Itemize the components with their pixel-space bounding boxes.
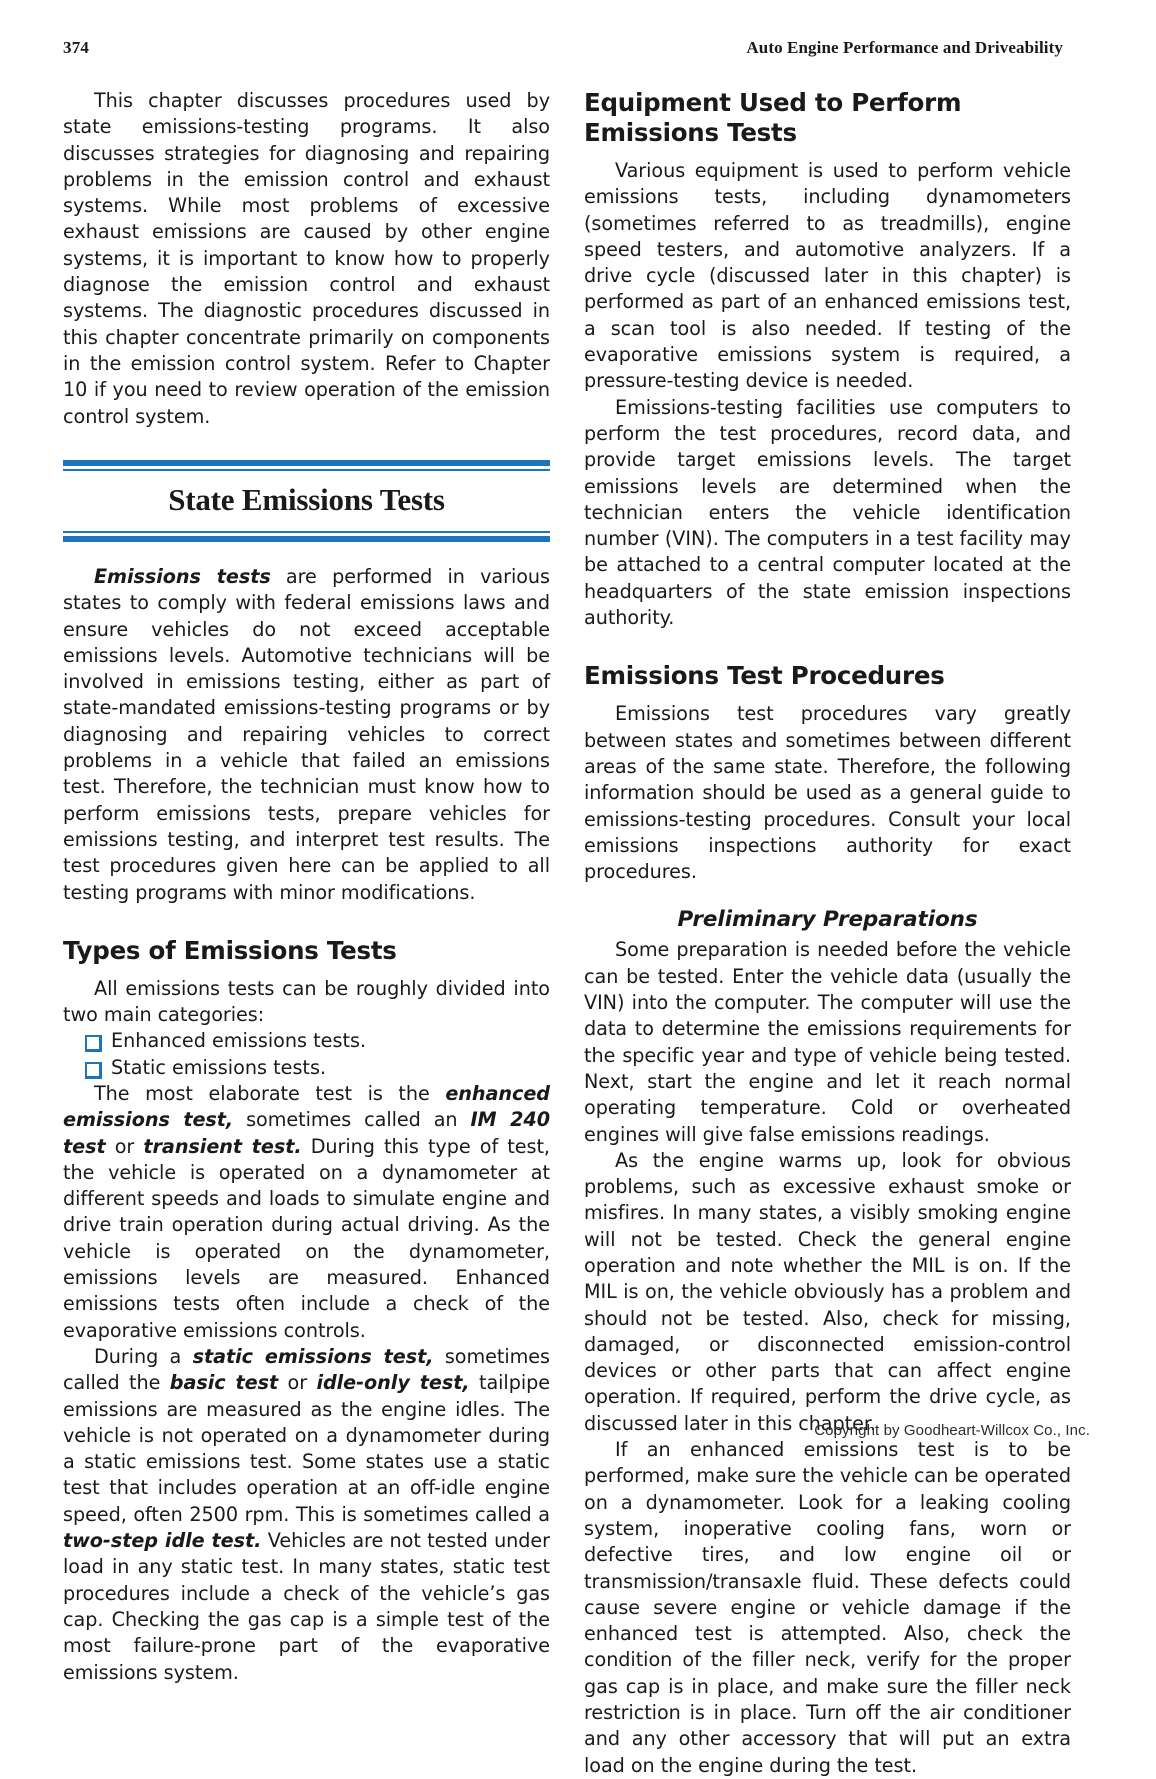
enhanced-seg-4: During this type of test, the vehicle is operated on a dynamometer at different speeds and loads to simulate engine and drive train operation during actual driving. As the vehicle is operated on the dynamometer, emissions levels are measured. Enhanced emissions tests often include a check of the evaporative emissions controls. (63, 1134, 550, 1342)
rule-above-heading (63, 460, 550, 471)
static-test-paragraph (63, 1344, 550, 1686)
term-basic-test: basic test (169, 1371, 279, 1395)
right-column (584, 88, 1071, 1779)
preliminary-paragraph-3: If an enhanced emissions test is to be performed, make sure the vehicle can be operated on a dynamometer. Look for a leaking cooling system, inoperative cooling fans, worn or defective tires, and low engine oil or transmission/transaxle fluid. These defects could cause severe engine or vehicle damage if the enhanced test is attempted. Also, check the condition of the filler neck, verify for the proper gas cap is in place, and make sure the filler neck restriction is in place. Turn off the air conditioner and any other accessory that will put an extra load on the engine during the test. (584, 1438, 1071, 1777)
procedures-paragraph: Emissions test procedures vary greatly between states and sometimes between different areas of the same state. Therefore, the following information should be used as a general guide to emissions-testing procedures. Consult your local emissions inspections authority for exact procedures. (584, 702, 1071, 884)
section-heading: State Emissions Tests (168, 481, 445, 517)
term-idle-only-test: idle-only test, (316, 1371, 470, 1395)
enhanced-seg-1: The most elaborate test is the (94, 1082, 446, 1105)
list-item-label: Static emissions tests. (111, 1055, 327, 1079)
equipment-paragraph-1: Various equipment is used to perform vehicle emissions tests, including dynamometers (sometimes referred to as treadmills), engine speed testers, and automotive analyzers. If a drive cycle (discussed later in this chapter) is performed as part of an enhanced emissions test, a scan tool is also needed. If testing of the evaporative emissions system is required, a pressure-testing device is needed. (584, 159, 1071, 393)
preliminary-paragraph-2: As the engine warms up, look for obvious problems, such as excessive exhaust smoke or misfires. In many states, a visibly smoking engine will not be tested. Check the general engine operation and note whether the MIL is on. If the MIL is on, the vehicle obviously has a problem and should not be tested. Also, check for missing, damaged, or disconnected emission-control devices or other parts that can affect engine operation. If required, perform the drive cycle, as discussed later in this chapter. (584, 1148, 1071, 1435)
section-intro-paragraph (63, 564, 550, 906)
types-intro-paragraph: All emissions tests can be roughly divided into two main categories: (63, 976, 550, 1027)
heading-emissions-test-procedures: Emissions Test Procedures (584, 661, 945, 691)
square-bullet-icon (85, 1062, 102, 1079)
section-heading-block (63, 460, 550, 542)
term-two-step-idle-test: two-step idle test. (63, 1529, 262, 1553)
list-item (63, 1028, 550, 1054)
two-column-body (63, 88, 1093, 1779)
copyright-notice: Copyright by Goodheart-Willcox Co., Inc. (814, 1422, 1090, 1439)
term-enhanced-emissions-test: enhanced emissions test, (63, 1082, 550, 1132)
heading-preliminary-preparations: Preliminary Preparations (677, 907, 978, 933)
enhanced-test-paragraph (63, 1081, 550, 1344)
square-bullet-icon (85, 1035, 102, 1052)
static-seg-2: sometimes called the (63, 1344, 550, 1395)
left-column (63, 88, 550, 1779)
rule-below-heading (63, 531, 550, 542)
section-intro-rest: are performed in various states to comply with federal emissions laws and ensure vehicles do not exceed acceptable emissions levels. Automotive technicians will be involved in emissions testing, either as part of state-mandated emissions-testing programs or by diagnosing and repairing vehicles to correct problems in a vehicle that failed an emissions test. Therefore, the technician must know how to perform emissions tests, prepare vehicles for emissions testing, and interpret test results. The test procedures given here can be applied to all testing programs with minor modifications. (63, 564, 550, 904)
static-seg-3: or (278, 1371, 317, 1395)
term-transient-test: transient test. (143, 1134, 302, 1158)
term-emissions-tests: Emissions tests (94, 564, 271, 588)
heading-types-of-emissions-tests: Types of Emissions Tests (63, 935, 397, 965)
book-title: Auto Engine Performance and Driveability (746, 38, 1063, 57)
static-seg-5: Vehicles are not tested under load in any static test. In many states, static test procedures include a check of the vehicle’s gas cap. Checking the gas cap is a simple test of the most failure-prone part of the evaporative emissions system. (63, 1529, 551, 1684)
list-item (63, 1055, 550, 1081)
page-number: 374 (63, 38, 90, 57)
term-im-240-test: IM 240 test (63, 1108, 550, 1158)
running-head (63, 38, 1063, 58)
term-static-emissions-test: static emissions test, (192, 1344, 434, 1368)
equipment-paragraph-2: Emissions-testing facilities use computers to perform the test procedures, record data, and provide target emissions levels. The target emissions levels are determined when the technician enters the vehicle identification number (VIN). The computers in a test facility may be attached to a central computer located at the headquarters of the state emission inspections authority. (584, 395, 1071, 630)
heading-equipment-used-to-perform-emissions-tests: Equipment Used to Perform Emissions Tests (584, 88, 962, 147)
preliminary-paragraph-1: Some preparation is needed before the vehicle can be tested. Enter the vehicle data (usually the VIN) into the computer. The computer will use the data to determine the emissions requirements for the specific year and type of vehicle being tested. Next, start the engine and let it reach normal operating temperature. Cold or overheated engines will give false emissions readings. (584, 938, 1071, 1146)
static-seg-4: tailpipe emissions are measured as the engine idles. The vehicle is not operated on a dynamometer during a static emissions test. Some states use a static test that includes operation at an off-idle engine speed, often 2500 rpm. This is sometimes called a (63, 1371, 551, 1526)
emissions-test-types-list (63, 1028, 550, 1081)
static-seg-1: During a (94, 1344, 193, 1368)
list-item-label: Enhanced emissions tests. (111, 1029, 367, 1053)
enhanced-seg-3: or (105, 1134, 144, 1158)
intro-paragraph: This chapter discusses procedures used by state emissions-testing programs. It also discusses strategies for diagnosing and repairing problems in the emission control and exhaust systems. While most problems of excessive exhaust emissions are caused by other engine systems, it is important to know how to properly diagnose the emission control and exhaust systems. The diagnostic procedures discussed in this chapter concentrate primarily on components in the emission control system. Refer to Chapter 10 if you need to review operation of the emission control system. (63, 89, 550, 428)
enhanced-seg-2: sometimes called an (233, 1108, 471, 1132)
